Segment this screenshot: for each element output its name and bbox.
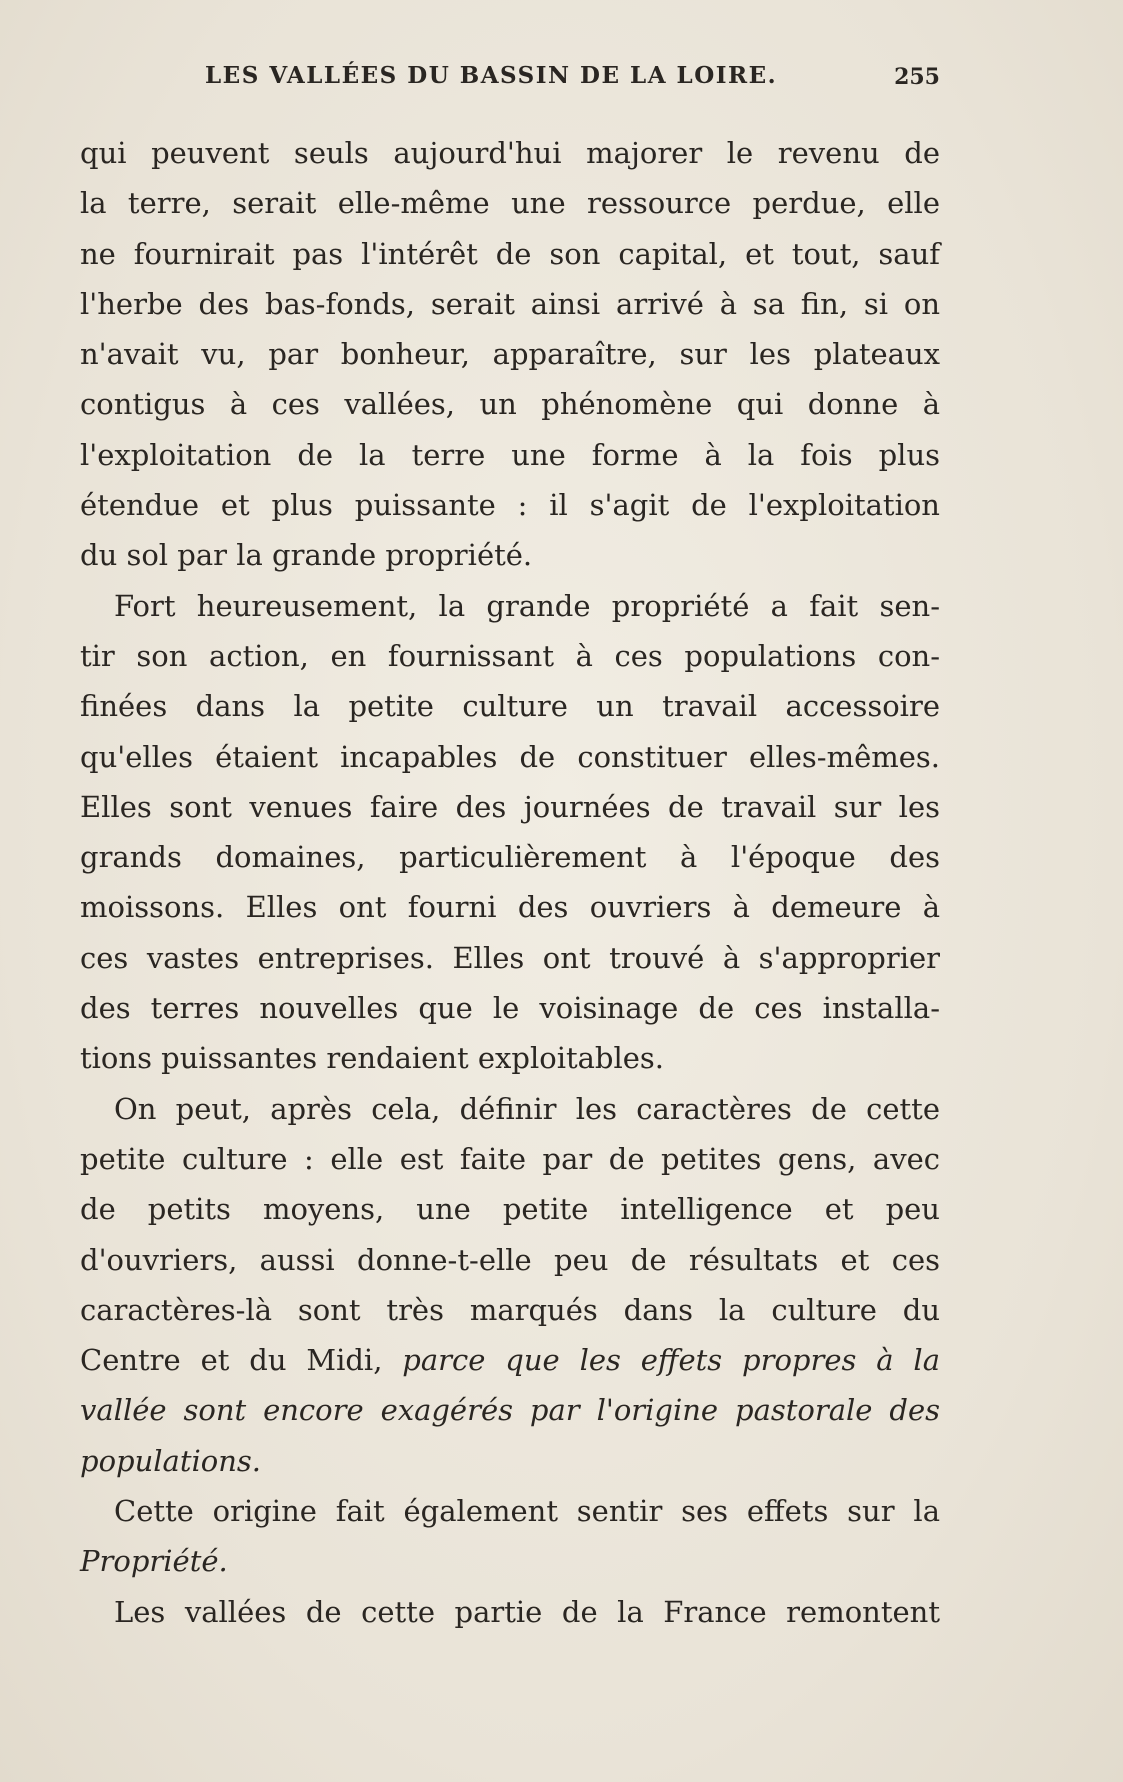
text-line-roman: Centre et du Midi, xyxy=(80,1343,403,1378)
paragraph-start-line: Fort heureusement, la grande propriété a fait sen- xyxy=(114,588,940,623)
running-head xyxy=(80,62,940,98)
text-line: des terres nouvelles que le voisinage de ces installa- xyxy=(80,991,940,1026)
text-line: tions puissantes rendaient exploitables. xyxy=(80,1041,665,1076)
text-line: Elles sont venues faire des journées de travail sur les xyxy=(80,789,940,824)
text-line: petite culture : elle est faite par de petites gens, avec xyxy=(80,1141,940,1176)
text-line: l'exploitation de la terre une forme à la fois plus xyxy=(80,437,940,472)
paragraph-start-line: On peut, après cela, définir les caractères de cette xyxy=(114,1091,940,1126)
text-line: tir son action, en fournissant à ces populations con- xyxy=(80,638,940,673)
italic-text: vallée sont encore exagérés par l'origine pastorale des xyxy=(80,1393,940,1428)
text-line: la terre, serait elle-même une ressource perdue, elle xyxy=(80,186,940,221)
text-line: moissons. Elles ont fourni des ouvriers à demeure à xyxy=(80,890,940,925)
text-line xyxy=(80,1335,940,1385)
text-line: n'avait vu, par bonheur, apparaître, sur les plateaux xyxy=(80,337,940,372)
page-number: 255 xyxy=(894,64,940,90)
text-line: contigus à ces vallées, un phénomène qui donne à xyxy=(80,387,940,422)
text-line: ces vastes entreprises. Elles ont trouvé à s'approprier xyxy=(80,940,940,975)
text-line: l'herbe des bas-fonds, serait ainsi arrivé à sa fin, si on xyxy=(80,286,940,321)
italic-text: populations. xyxy=(80,1443,261,1478)
italic-text: parce que les effets propres à la xyxy=(402,1343,940,1378)
paragraph-start-line: Cette origine fait également sentir ses effets sur la xyxy=(114,1494,940,1529)
paragraph-start-line: Les vallées de cette partie de la France remontent xyxy=(114,1594,940,1629)
text-line: qui peuvent seuls aujourd'hui majorer le revenu de xyxy=(80,136,940,170)
text-line: d'ouvriers, aussi donne-t-elle peu de résultats et ces xyxy=(80,1242,940,1277)
text-line: caractères-là sont très marqués dans la culture du xyxy=(80,1292,940,1327)
text-line: étendue et plus puissante : il s'agit de l'exploitation xyxy=(80,488,940,523)
text-line: grands domaines, particulièrement à l'époque des xyxy=(80,840,940,875)
text-line: du sol par la grande propriété. xyxy=(80,538,533,573)
body-text xyxy=(80,128,940,1637)
running-head-title: LES VALLÉES DU BASSIN DE LA LOIRE. xyxy=(205,62,778,89)
text-line xyxy=(80,1436,940,1486)
text-line xyxy=(80,1536,940,1586)
text-line: de petits moyens, une petite intelligence et peu xyxy=(80,1192,940,1227)
text-line: finées dans la petite culture un travail accessoire xyxy=(80,689,940,724)
text-line xyxy=(80,1385,940,1435)
text-line: qu'elles étaient incapables de constituer elles-mêmes. xyxy=(80,739,940,774)
italic-text: Propriété. xyxy=(80,1544,228,1579)
text-line: ne fournirait pas l'intérêt de son capital, et tout, sauf xyxy=(80,236,940,271)
